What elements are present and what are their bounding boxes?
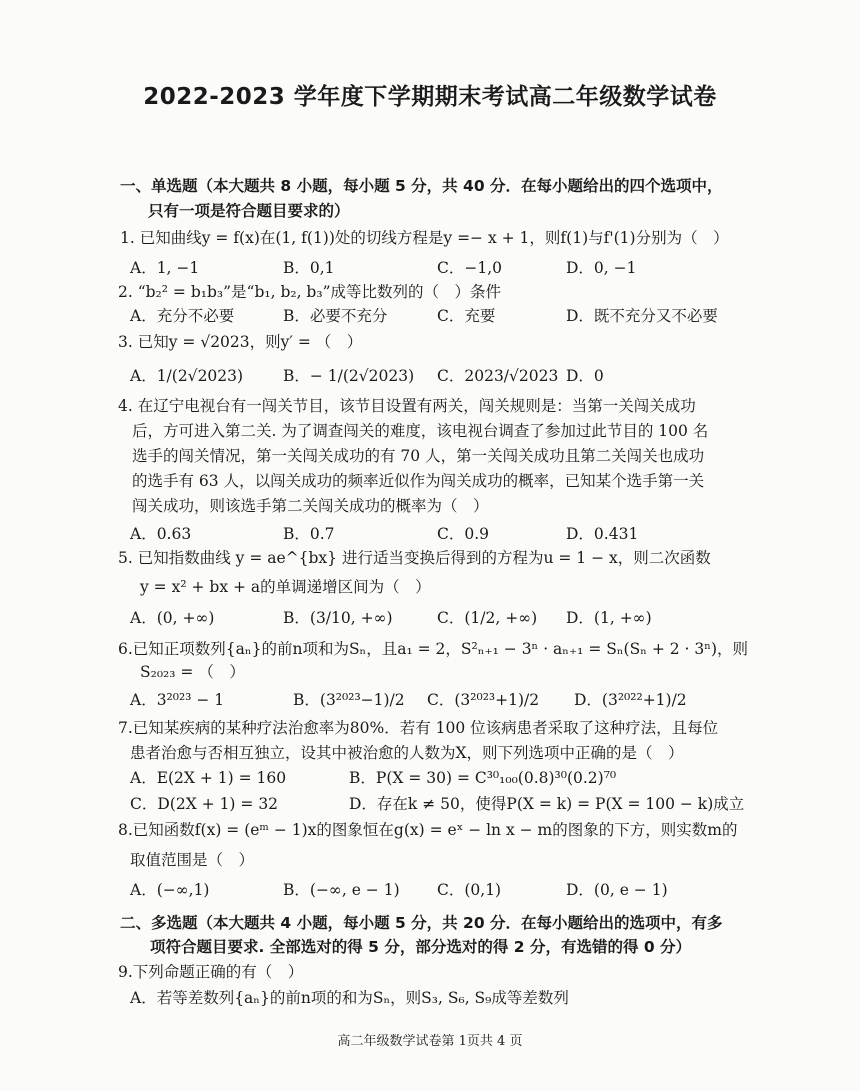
q4-stem-line: 闯关成功，则该选手第二关闯关成功的概率为（ ） [132,497,489,515]
q8-stem-line: 8.已知函数f(x) = (eᵐ − 1)x的图象恒在g(x) = eˣ − ln x − m的图象的下方，则实数m的 [118,821,738,839]
q7-option-a: A．E(2X + 1) = 160 [130,769,287,787]
q1-option-c: C．−1,0 [437,259,502,277]
q2-option-d: D．既不充分又不必要 [566,307,718,325]
q8-option-b: B．(−∞, e − 1) [283,881,400,899]
q9-stem: 9.下列命题正确的有（ ） [118,963,304,981]
q3-option-d: D．0 [566,367,604,385]
q9-option-a: A．若等差数列{aₙ}的前n项的和为Sₙ，则S₃, S₆, S₉成等差数列 [130,989,569,1007]
q8-stem-line: 取值范围是（ ） [130,851,255,869]
q4-stem-line: 的选手有 63 人，以闯关成功的频率近似作为闯关成功的概率，已知某个选手第一关 [132,472,705,490]
q1-option-b: B．0,1 [283,259,335,277]
q8-option-a: A．(−∞,1) [130,881,210,899]
q4-stem-line: 后，方可进入第二关. 为了调查闯关的难度，该电视台调查了参加过此节目的 100 名 [132,422,709,440]
q4-option-c: C．0.9 [437,525,490,543]
q2-option-a: A．充分不必要 [130,307,235,325]
q5-option-d: D．(1, +∞) [566,609,652,627]
page-title: 2022-2023 学年度下学期期末考试高二年级数学试卷 [143,84,717,110]
q8-option-c: C．(0,1) [437,881,502,899]
q4-option-a: A．0.63 [130,525,192,543]
q3-option-c: C．2023/√2023 [437,367,559,385]
q5-option-c: C．(1/2, +∞) [437,609,538,627]
q1-option-a: A．1, −1 [130,259,200,277]
section2-heading-line1: 二、多选题（本大题共 4 小题，每小题 5 分，共 20 分．在每小题给出的选项中，有多 [120,914,723,932]
q5-stem-line: y = x² + bx + a的单调递增区间为（ ） [140,578,431,596]
q5-stem-line: 5. 已知指数曲线 y = ae^{bx} 进行适当变换后得到的方程为u = 1 − x，则二次函数 [118,549,711,567]
q3-option-a: A．1/(2√2023) [130,367,244,385]
q2-option-c: C．充要 [437,307,496,325]
q6-stem-line: S₂₀₂₃ = （ ） [140,663,245,681]
page-footer: 高二年级数学试卷第 1页共 4 页 [337,1034,523,1049]
q1-option-d: D．0, −1 [566,259,637,277]
q7-option-c: C．D(2X + 1) = 32 [130,795,279,813]
q6-option-b: B．(3²⁰²³−1)/2 [293,691,405,709]
q7-option-b: B．P(X = 30) = C³⁰₁₀₀(0.8)³⁰(0.2)⁷⁰ [349,769,617,787]
q4-option-d: D．0.431 [566,525,639,543]
q6-option-d: D．(3²⁰²²+1)/2 [574,691,687,709]
q8-option-d: D．(0, e − 1) [566,881,668,899]
q2-stem: 2. “b₂² = b₁b₃”是“b₁, b₂, b₃”成等比数列的（ ）条件 [118,283,501,301]
q7-stem-line: 7.已知某疾病的某种疗法治愈率为80%．若有 100 位该病患者采取了这种疗法，且每位 [118,719,719,737]
q6-stem-line: 6.已知正项数列{aₙ}的前n项和为Sₙ，且a₁ = 2，S²ₙ₊₁ − 3ⁿ · aₙ₊₁ = Sₙ(Sₙ + 2 · 3ⁿ)，则 [118,640,749,658]
q6-option-c: C．(3²⁰²³+1)/2 [427,691,540,709]
q4-option-b: B．0.7 [283,525,335,543]
q2-option-b: B．必要不充分 [283,307,388,325]
q4-stem-line: 选手的闯关情况，第一关闯关成功的有 70 人，第一关闯关成功且第二关闯关也成功 [132,447,705,465]
q1-stem: 1. 已知曲线y = f(x)在(1, f(1))处的切线方程是y =− x + 1，则f(1)与f'(1)分别为（ ） [120,229,729,247]
q7-stem-line: 患者治愈与否相互独立，设其中被治愈的人数为X，则下列选项中正确的是（ ） [130,744,684,762]
q3-option-b: B．− 1/(2√2023) [283,367,415,385]
section1-heading-line2: 只有一项是符合题目要求的） [148,202,350,220]
q5-option-a: A．(0, +∞) [130,609,215,627]
q5-option-b: B．(3/10, +∞) [283,609,393,627]
section2-heading-line2: 项符合题目要求. 全部选对的得 5 分，部分选对的得 2 分，有选错的得 0 分） [150,938,692,956]
section1-heading-line1: 一、单选题（本大题共 8 小题，每小题 5 分，共 40 分．在每小题给出的四个选项中， [120,177,723,195]
q3-stem: 3. 已知y = √2023，则y′ = （ ） [118,333,363,351]
q4-stem-line: 4. 在辽宁电视台有一闯关节目，该节目设置有两关，闯关规则是：当第一关闯关成功 [118,397,696,415]
q6-option-a: A．3²⁰²³ − 1 [130,691,225,709]
q7-option-d: D．存在k ≠ 50，使得P(X = k) = P(X = 100 − k)成立 [349,795,745,813]
